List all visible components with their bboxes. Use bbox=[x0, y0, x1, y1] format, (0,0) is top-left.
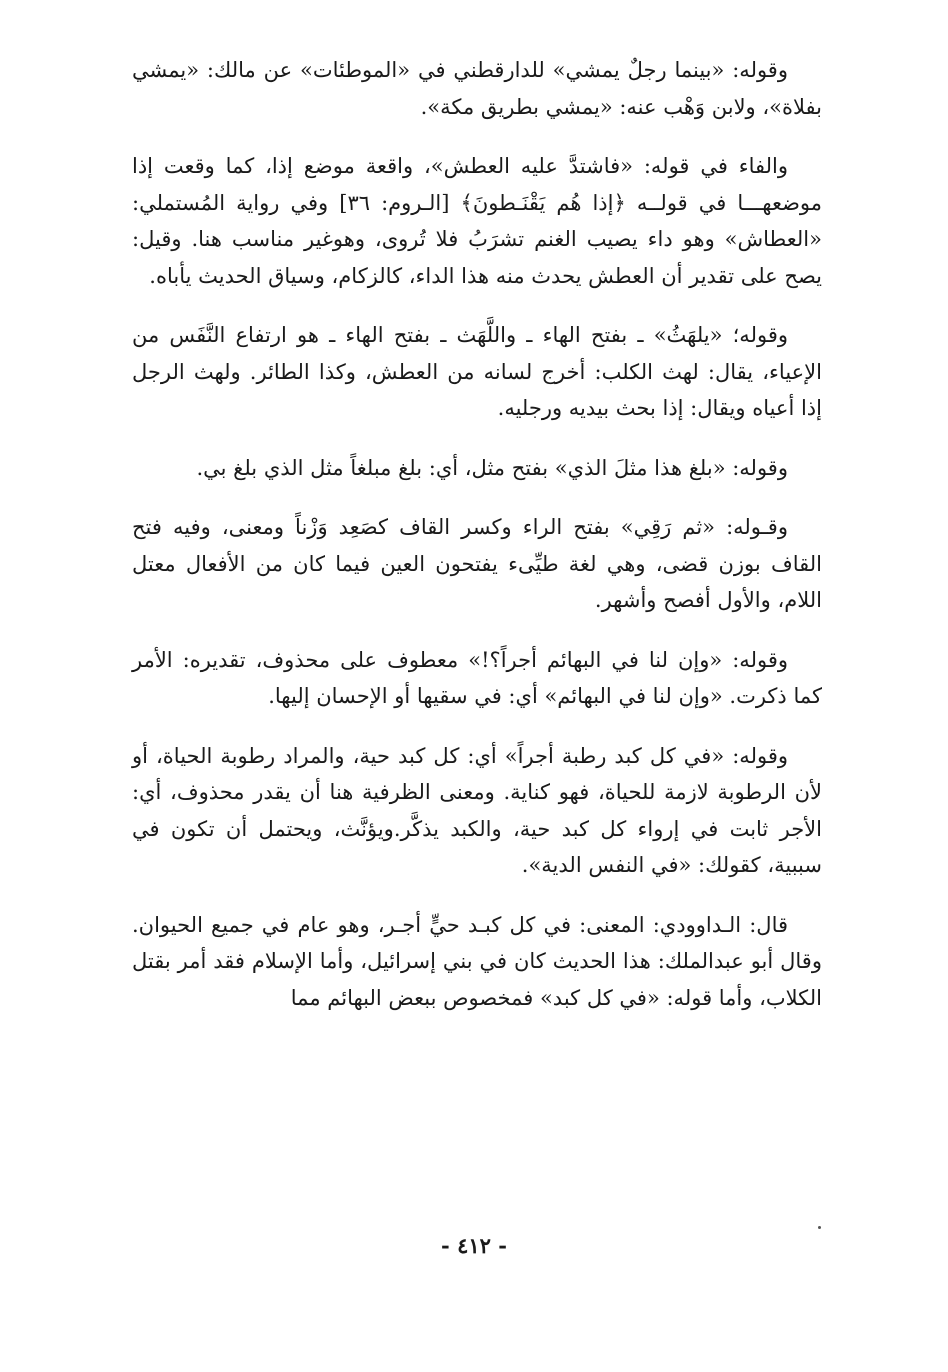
paragraph-5: وقـوله: «ثم رَقِي» بفتح الراء وكسر القاف كصَعِد وَزْناً ومعنى، وفيه فتح القاف بوزن قضى، وهي لغة طيِّىء يفتحون العين فيما كان من الأفعال معتل اللام، والأول أفصح وأشهر. bbox=[132, 515, 822, 612]
paragraph-7: وقوله: «في كل كبد رطبة أجراً» أي: كل كبد حية، والمراد رطوبة الحياة، أو لأن الرطوبة لازمة للحياة، فهو كناية. ومعنى الظرفية هنا أن يقدر محذوف، أي: الأجر ثابت في إرواء كل كبد حية، والكبد يذكَّر.ويؤنَّث، ويحتمل أن تكون في سببية، كقولك: «في النفس الدية». bbox=[132, 743, 822, 877]
page-number: - ٤١٢ - bbox=[441, 1233, 507, 1258]
paragraph-4: وقوله: «بلغ هذا مثلَ الذي» بفتح مثل، أي: بلغ مبلغاً مثل الذي بلغ بي. bbox=[196, 455, 788, 480]
paragraph-1: وقوله: «بينما رجلٌ يمشي» للدارقطني في «الموطئات» عن مالك: «يمشي بفلاة»، ولابن وَهْب عنه: «يمشي بطريق مكة». bbox=[132, 58, 822, 119]
paragraph-3: وقوله؛ «يلهَثُ» ـ بفتح الهاء ـ واللَّهَث ـ بفتح الهاء ـ هو ارتفاع النَّفَس من الإعياء، يقال: لهث الكلب: أخرج لسانه من العطش، وكذا الطائر. ولهث الرجل إذا أعياه ويقال: إذا بحث بيديه ورجليه. bbox=[132, 323, 822, 420]
body-text bbox=[132, 52, 822, 1016]
scan-speck bbox=[818, 1226, 821, 1229]
paragraph-8: قال: الـداوودي: المعنى: في كل كبـد حيٍّ أجـر، وهو عام في جميع الحيوان. وقال أبو عبدالملك: هذا الحديث كان في بني إسرائيل، وأما الإسلام فقد أمر بقتل الكلاب، وأما قوله: «في كل كبد» فمخصوص ببعض البهائم مما bbox=[132, 912, 822, 1010]
paragraph-6: وقوله: «وإن لنا في البهائم أجراً؟!» معطوف على محذوف، تقديره: الأمر كما ذكرت. «وإن لنا في البهائم» أي: في سقيها أو الإحسان إليها. bbox=[132, 647, 822, 708]
paragraph-2: والفاء في قوله: «فاشتدَّ عليه العطش»، واقعة موضع إذا، كما وقعت إذا موضعهـــا في قولــه ﴿إذا هُم يَقْنَـطونَ﴾ [الـروم: ٣٦] وفي رواية المُستملي: «العطاش» وهو داء يصيب الغنم تشرَبُ فلا تُروى، وهوغير مناسب هنا. وقيل: يصح على تقدير أن العطش يحدث منه هذا الداء، كالزكام، وسياق الحديث يأباه. bbox=[132, 154, 822, 288]
